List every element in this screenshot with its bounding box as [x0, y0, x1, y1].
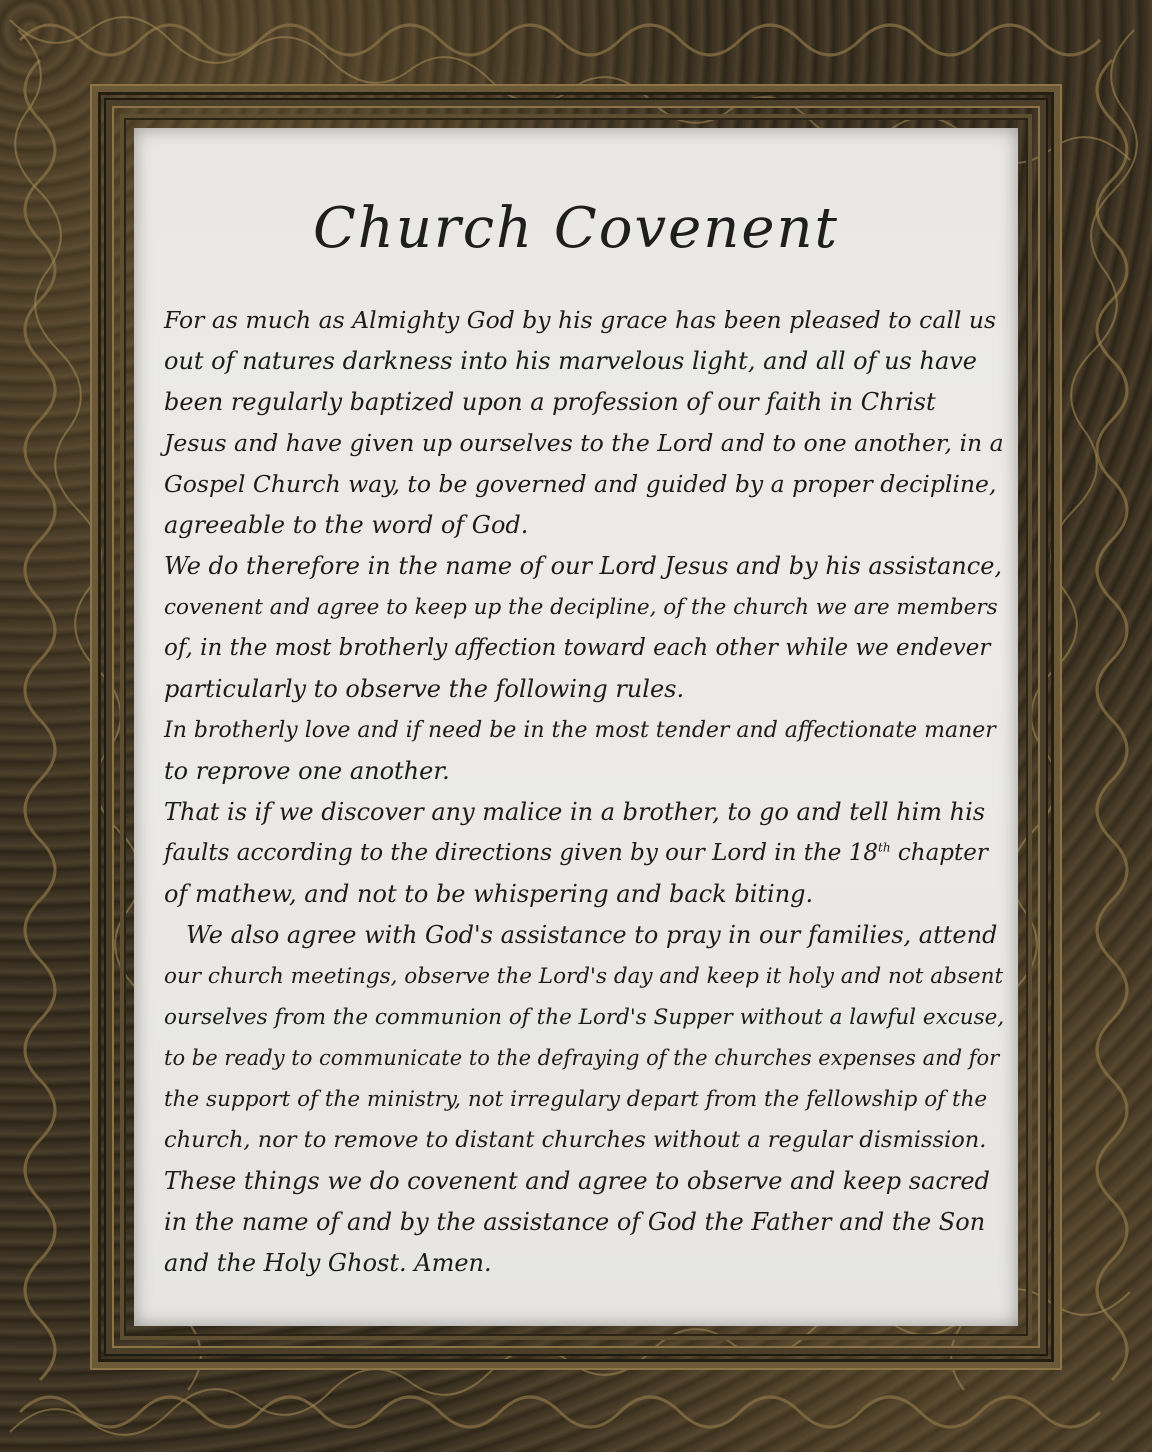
text-line: been regularly baptized upon a profession of our faith in Christ — [164, 388, 936, 416]
text-line: We do therefore in the name of our Lord Jesus and by his assistance, — [164, 552, 1003, 580]
ordinal-suffix: th — [878, 840, 891, 855]
text-line: in the name of and by the assistance of God the Father and the Son — [164, 1208, 986, 1236]
covenant-text — [164, 300, 1004, 1284]
covenant-document — [134, 128, 1018, 1326]
text-line: That is if we discover any malice in a brother, to go and tell him his — [164, 798, 986, 826]
text-line: agreeable to the word of God. — [164, 511, 529, 539]
text-line: to reprove one another. — [164, 757, 450, 785]
text-line-start: faults according to the directions given by our Lord in the 18 — [164, 840, 878, 866]
text-line: In brotherly love and if need be in the most tender and affectionate maner — [164, 718, 996, 743]
text-line: We also agree with God's assistance to pray in our families, attend — [186, 921, 998, 949]
text-line: out of natures darkness into his marvelous light, and all of us have — [164, 347, 978, 375]
text-line: ourselves from the communion of the Lord's Supper without a lawful excuse, — [164, 1005, 1005, 1030]
text-line: covenent and agree to keep up the decipline, of the church we are members — [164, 595, 998, 620]
text-line: particularly to observe the following rules. — [164, 675, 685, 703]
text-line-chapter — [164, 833, 1004, 874]
text-line: Gospel Church way, to be governed and guided by a proper decipline, — [164, 470, 997, 498]
text-line: church, nor to remove to distant churches without a regular dismission. — [164, 1127, 987, 1153]
text-line: of, in the most brotherly affection toward each other while we endever — [164, 635, 991, 661]
text-line-end: chapter — [890, 840, 988, 866]
text-line: These things we do covenent and agree to observe and keep sacred — [164, 1167, 990, 1195]
text-line: Jesus and have given up ourselves to the Lord and to one another, in a — [164, 429, 1004, 457]
document-title: Church Covenent — [312, 196, 840, 261]
text-line: our church meetings, observe the Lord's day and keep it holy and not absent — [164, 964, 1004, 989]
text-line: the support of the ministry, not irregulary depart from the fellowship of the — [164, 1087, 988, 1112]
text-line: For as much as Almighty God by his grace has been pleased to call us — [164, 306, 997, 334]
text-line: and the Holy Ghost. Amen. — [164, 1249, 492, 1277]
text-line: of mathew, and not to be whispering and back biting. — [164, 880, 814, 908]
text-line: to be ready to communicate to the defraying of the churches expenses and for — [164, 1046, 1000, 1070]
